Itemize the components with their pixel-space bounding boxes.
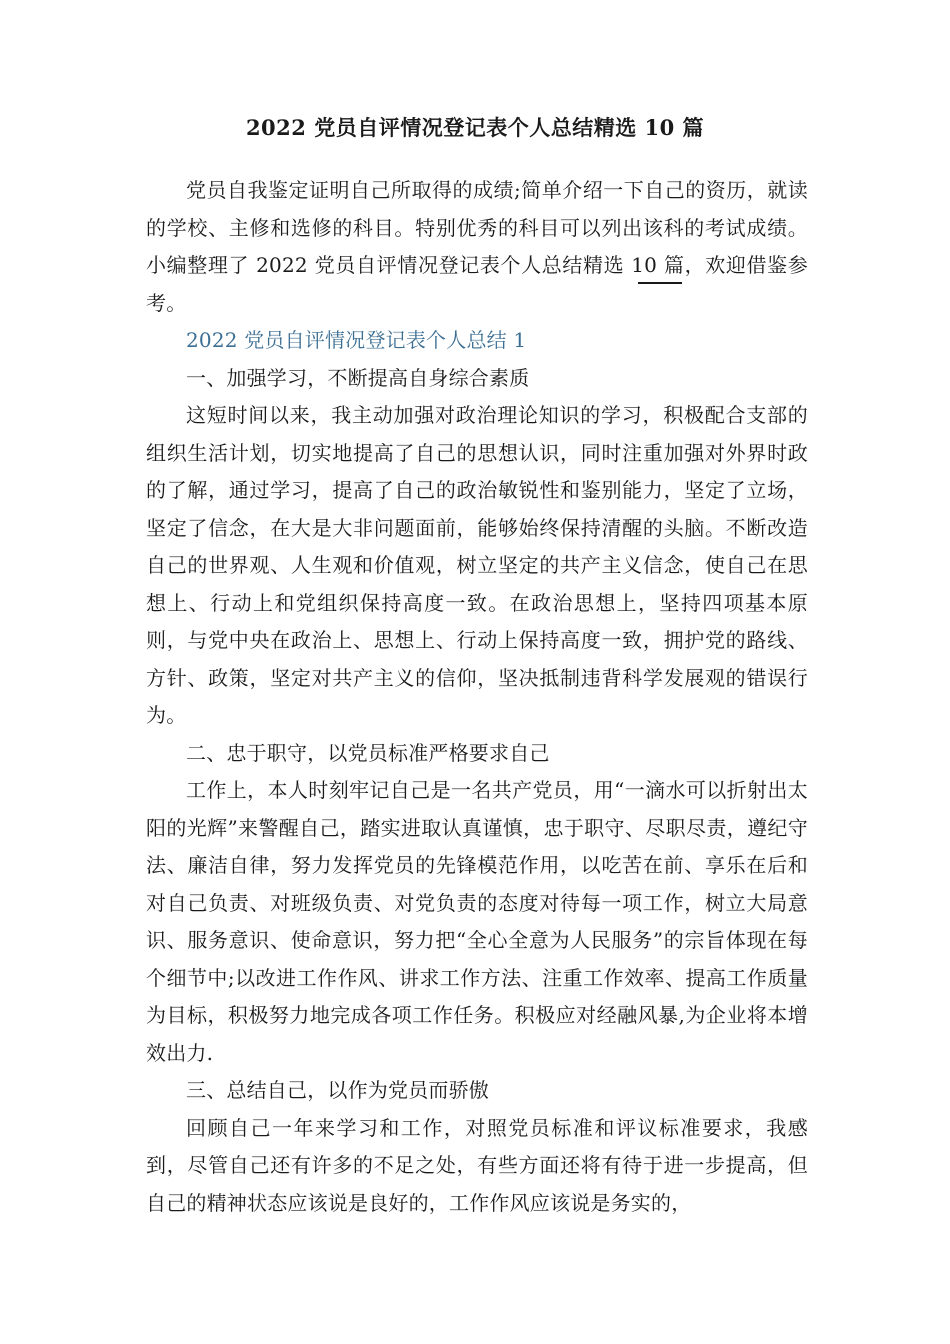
heading-2: 二、忠于职守，以党员标准严格要求自己: [186, 740, 550, 765]
document-title: 2022 党员自评情况登记表个人总结精选 10 篇: [245, 115, 705, 140]
paragraph-3: 回顾自己一年来学习和工作，对照党员标准和评议标准要求，我感到，尽管自己还有许多的不足之处，有些方面还将有待于进一步提高，但自己的精神状态应该说是良好的，工作作风应该说是务实的，: [146, 1115, 808, 1215]
heading-1: 一、加强学习，不断提高自身综合素质: [186, 365, 530, 390]
intro-paragraph: 党员自我鉴定证明自己所取得的成绩;简单介绍一下自己的资历，就读的学校、主修和选修的科目。特别优秀的科目可以列出该科的考试成绩。小编整理了 2022 党员自评情况登记表个人总结精选 10 篇，欢迎借鉴参考。: [146, 178, 808, 315]
section-title: 2022 党员自评情况登记表个人总结 1: [186, 328, 527, 352]
paragraph-1: 这短时间以来，我主动加强对政治理论知识的学习，积极配合支部的组织生活计划，切实地提高了自己的思想认识，同时注重加强对外界时政的了解，通过学习，提高了自己的政治敏锐性和鉴别能力，坚定了立场，坚定了信念，在大是大非问题面前，能够始终保持清醒的头脑。不断改造自己的世界观、人生观和价值观，树立坚定的共产主义信念，使自己在思想上、行动上和党组织保持高度一致。在政治思想上，坚持四项基本原则，与党中央在政治上、思想上、行动上保持高度一致，拥护党的路线、方针、政策，坚定对共产主义的信仰，坚决抵制违背科学发展观的错误行为。: [146, 403, 808, 727]
document-body: [146, 172, 808, 1222]
underline-mark: [638, 282, 682, 284]
paragraph-2: 工作上，本人时刻牢记自己是一名共产党员，用“一滴水可以折射出太阳的光辉”来警醒自己，踏实进取认真谨慎，忠于职守、尽职尽责，遵纪守法、廉洁自律，努力发挥党员的先锋模范作用，以吃苦在前、享乐在后和对自己负责、对班级负责、对党负责的态度对待每一项工作，树立大局意识、服务意识、使命意识，努力把“全心全意为人民服务”的宗旨体现在每个细节中;以改进工作作风、讲求工作方法、注重工作效率、提高工作质量为目标，积极努力地完成各项工作任务。积极应对经融风暴,为企业将本增效出力.: [146, 778, 808, 1065]
heading-3: 三、总结自己，以作为党员而骄傲: [186, 1078, 489, 1102]
